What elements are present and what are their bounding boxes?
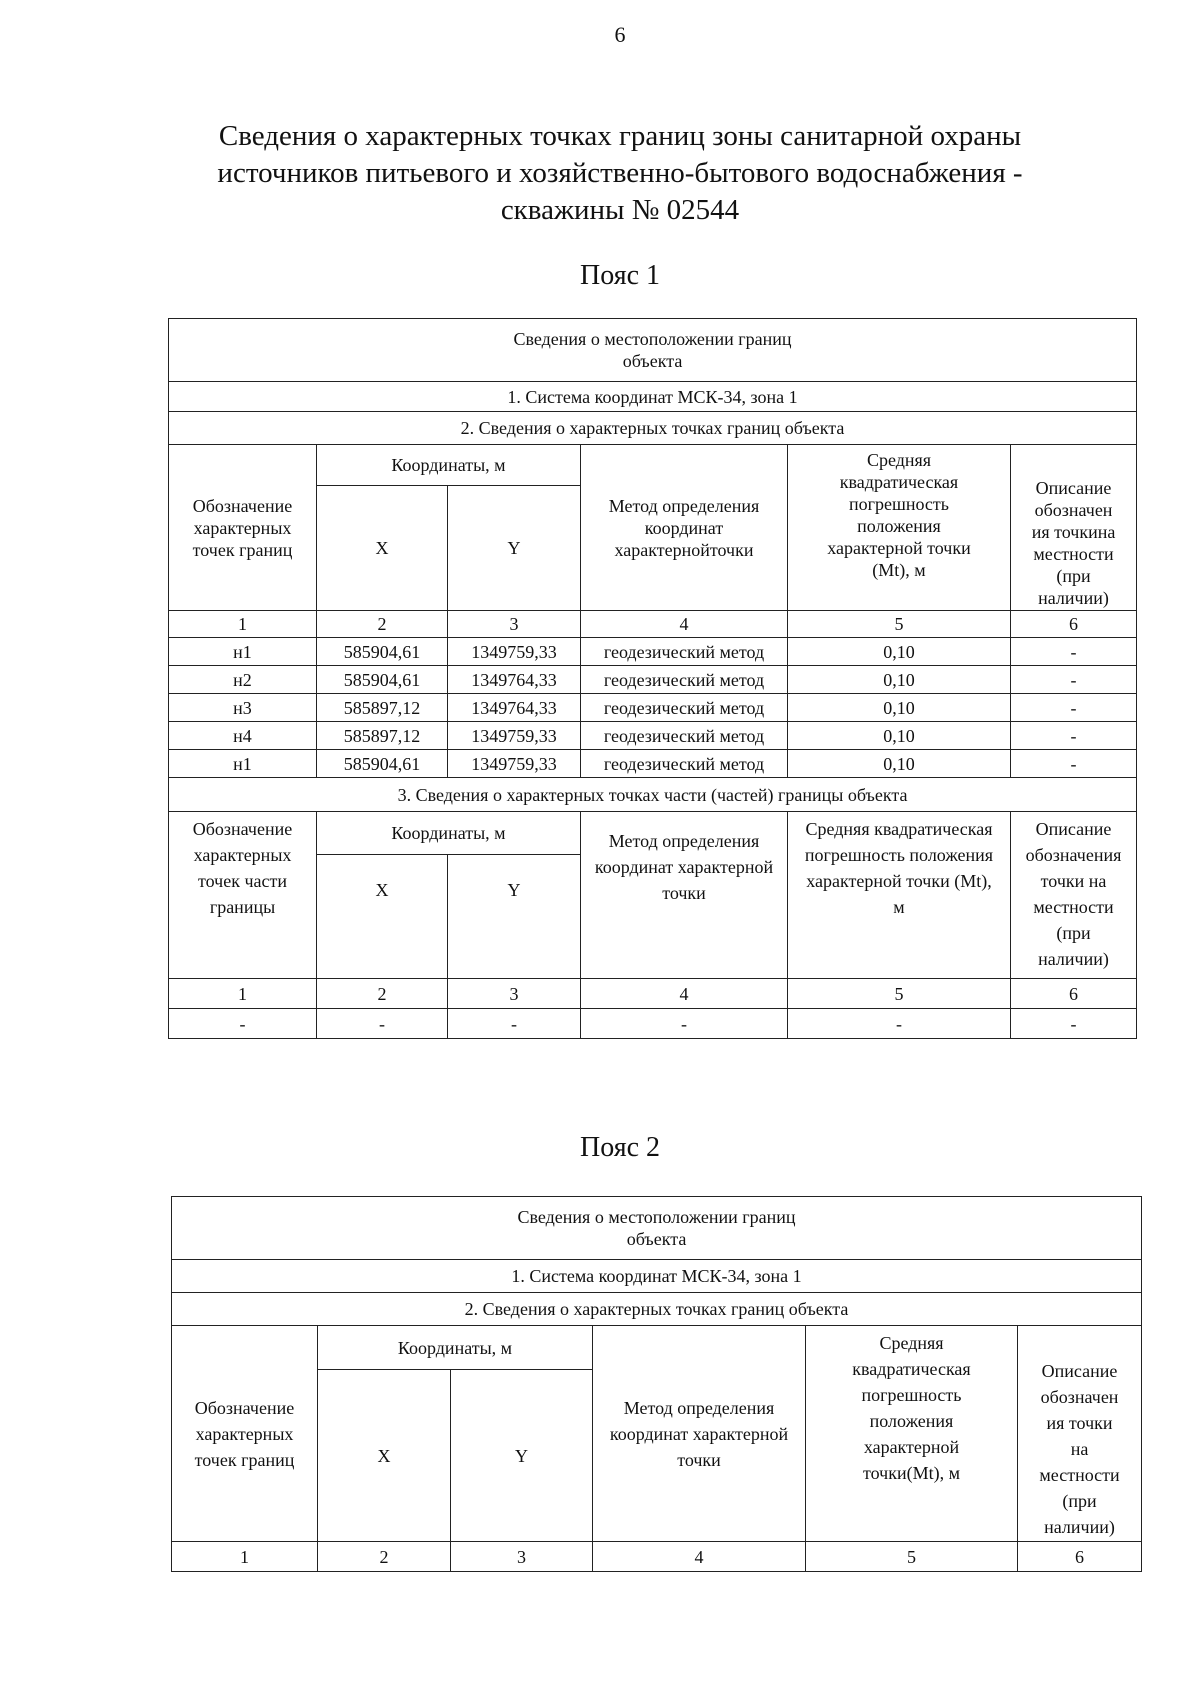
- part-col-header-method: Метод определения координат характерной точки: [581, 812, 788, 979]
- part-col-header-x: X: [317, 855, 448, 979]
- method-cell: геодезический метод: [581, 694, 788, 722]
- x-cell: 585897,12: [317, 722, 448, 750]
- col-number: 6: [1018, 1542, 1142, 1572]
- title-line-3: скважины № 02544: [500, 194, 740, 226]
- error-cell: 0,10: [788, 694, 1011, 722]
- belt-1-header: Сведения о местоположении границ объекта: [169, 319, 1137, 382]
- y-cell: 1349764,33: [448, 694, 581, 722]
- title-line-2: источников питьевого и хозяйственно-бытового водоснабжения -: [217, 157, 1023, 189]
- belt-1-section-2-heading: 2. Сведения о характерных точках границ объекта: [169, 412, 1137, 445]
- point-cell: н1: [169, 750, 317, 778]
- description-cell: -: [1011, 638, 1137, 666]
- col-number: 2: [318, 1542, 451, 1572]
- x-cell: 585904,61: [317, 666, 448, 694]
- col-header-y: Y: [448, 486, 581, 611]
- col-number: 5: [806, 1542, 1018, 1572]
- col-number: 2: [317, 611, 448, 638]
- col-number: 4: [593, 1542, 806, 1572]
- part-col-number: 4: [581, 979, 788, 1009]
- y-cell: 1349759,33: [448, 638, 581, 666]
- error-cell: 0,10: [788, 750, 1011, 778]
- document-title: [200, 118, 1040, 229]
- col-header-description: Описание обозначен ия точки на местности (при наличии): [1018, 1326, 1142, 1542]
- col-header-point: Обозначение характерных точек границ: [169, 445, 317, 611]
- col-header-coordinates: Координаты, м: [318, 1326, 593, 1370]
- col-number: 6: [1011, 611, 1137, 638]
- description-cell: -: [1011, 694, 1137, 722]
- table-row: [169, 638, 1137, 666]
- part-x-cell: -: [317, 1009, 448, 1039]
- col-header-x: X: [318, 1370, 451, 1542]
- x-cell: 585904,61: [317, 638, 448, 666]
- part-description-cell: -: [1011, 1009, 1137, 1039]
- table-row: [169, 666, 1137, 694]
- col-number: 4: [581, 611, 788, 638]
- part-col-header-coordinates: Координаты, м: [317, 812, 581, 855]
- part-method-cell: -: [581, 1009, 788, 1039]
- belt-2-coordinate-system: 1. Система координат МСК-34, зона 1: [172, 1260, 1142, 1293]
- x-cell: 585904,61: [317, 750, 448, 778]
- title-line-1: Сведения о характерных точках границ зоны санитарной охраны: [218, 120, 1022, 152]
- y-cell: 1349764,33: [448, 666, 581, 694]
- belt-2-section-2-heading: 2. Сведения о характерных точках границ объекта: [172, 1293, 1142, 1326]
- point-cell: н1: [169, 638, 317, 666]
- table-row: [169, 750, 1137, 778]
- col-number: 1: [172, 1542, 318, 1572]
- method-cell: геодезический метод: [581, 750, 788, 778]
- belt-2-header: Сведения о местоположении границ объекта: [172, 1197, 1142, 1260]
- col-header-x: X: [317, 486, 448, 611]
- part-col-header-description: Описание обозначения точки на местности (при наличии): [1011, 812, 1137, 979]
- description-cell: -: [1011, 750, 1137, 778]
- part-col-header-error: Средняя квадратическая погрешность положения характерной точки (Mt), м: [788, 812, 1011, 979]
- part-y-cell: -: [448, 1009, 581, 1039]
- part-col-number: 3: [448, 979, 581, 1009]
- y-cell: 1349759,33: [448, 750, 581, 778]
- col-number: 1: [169, 611, 317, 638]
- error-cell: 0,10: [788, 638, 1011, 666]
- col-header-error: Средняя квадратическая погрешность положения характерной точки (Mt), м: [788, 445, 1011, 611]
- error-cell: 0,10: [788, 722, 1011, 750]
- page-number: 6: [614, 22, 626, 47]
- description-cell: -: [1011, 666, 1137, 694]
- part-col-number: 5: [788, 979, 1011, 1009]
- method-cell: геодезический метод: [581, 638, 788, 666]
- col-header-y: Y: [451, 1370, 593, 1542]
- x-cell: 585897,12: [317, 694, 448, 722]
- col-number: 3: [448, 611, 581, 638]
- error-cell: 0,10: [788, 666, 1011, 694]
- col-header-error: Средняя квадратическая погрешность положения характерной точки(Mt), м: [806, 1326, 1018, 1542]
- belt-1-coordinate-system: 1. Система координат МСК-34, зона 1: [169, 382, 1137, 412]
- y-cell: 1349759,33: [448, 722, 581, 750]
- col-number: 3: [451, 1542, 593, 1572]
- part-point-cell: -: [169, 1009, 317, 1039]
- col-header-description: Описание обозначен ия точкина местности (при наличии): [1011, 445, 1137, 611]
- table-row: [169, 722, 1137, 750]
- col-header-method: Метод определения координат характерной точки: [593, 1326, 806, 1542]
- point-cell: н4: [169, 722, 317, 750]
- belt-1-title: Пояс 1: [580, 260, 660, 291]
- part-col-header-y: Y: [448, 855, 581, 979]
- col-header-coordinates: Координаты, м: [317, 445, 581, 486]
- col-header-method: Метод определения координат характернойточки: [581, 445, 788, 611]
- method-cell: геодезический метод: [581, 722, 788, 750]
- part-error-cell: -: [788, 1009, 1011, 1039]
- col-number: 5: [788, 611, 1011, 638]
- belt-2-table: [171, 1196, 1142, 1572]
- part-col-header-point: Обозначение характерных точек части границы: [169, 812, 317, 979]
- belt-1-table: [168, 318, 1137, 1039]
- part-col-number: 6: [1011, 979, 1137, 1009]
- belt-2-title: Пояс 2: [580, 1132, 660, 1163]
- belt-1-section-3-heading: 3. Сведения о характерных точках части (частей) границы объекта: [169, 778, 1137, 812]
- point-cell: н3: [169, 694, 317, 722]
- description-cell: -: [1011, 722, 1137, 750]
- col-header-point: Обозначение характерных точек границ: [172, 1326, 318, 1542]
- point-cell: н2: [169, 666, 317, 694]
- table-row: [169, 694, 1137, 722]
- method-cell: геодезический метод: [581, 666, 788, 694]
- part-col-number: 2: [317, 979, 448, 1009]
- table-row: [169, 1009, 1137, 1039]
- part-col-number: 1: [169, 979, 317, 1009]
